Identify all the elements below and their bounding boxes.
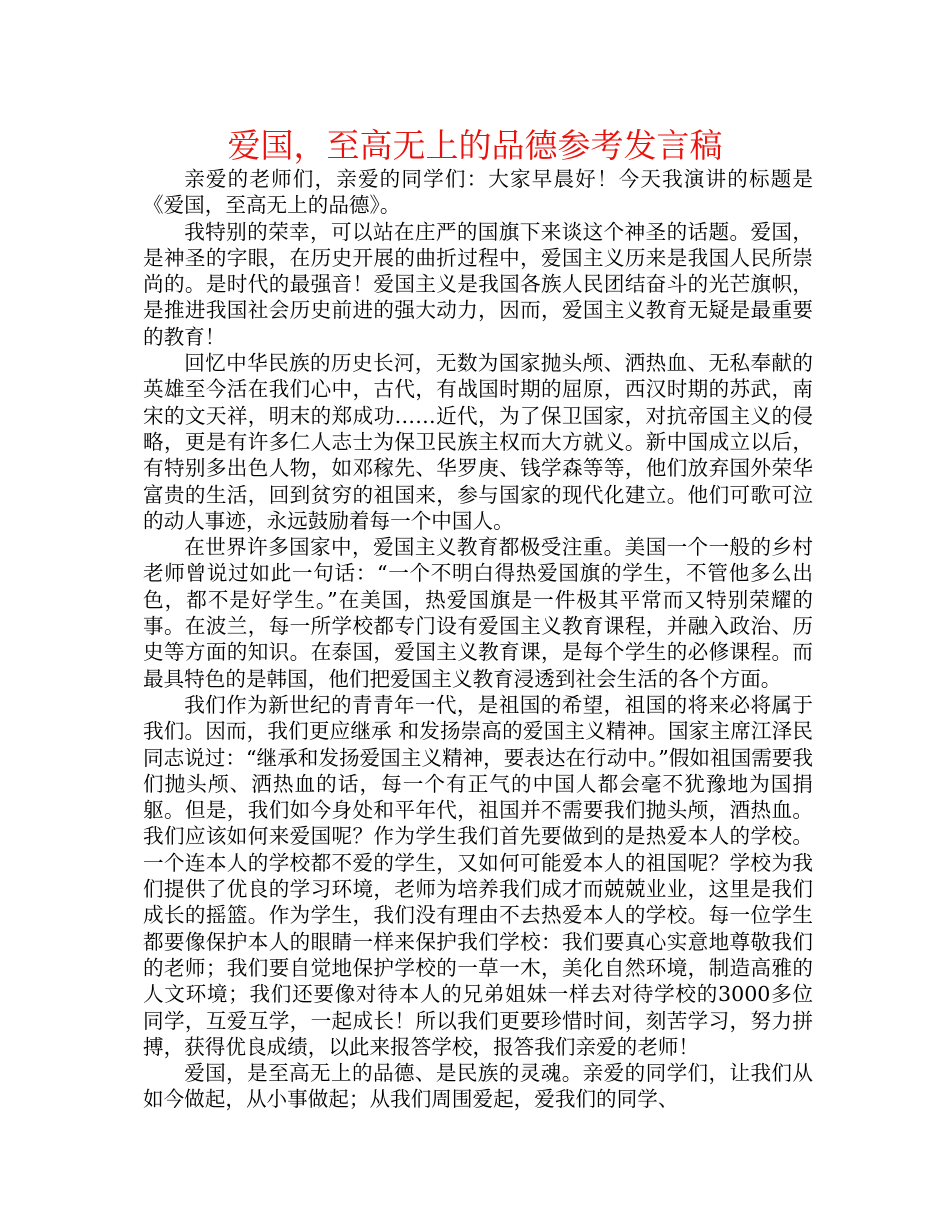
paragraph-closing: 爱国，是至高无上的品德、是民族的灵魂。亲爱的同学们，让我们从如今做起，从小事做起；从我们周围爱起，爱我们的同学、 — [143, 1061, 813, 1112]
paragraph-youth: 我们作为新世纪的青青年一代，是祖国的希望，祖国的将来必将属于我们。因而，我们更应继承 和发扬崇高的爱国主义精神。国家主席江泽民同志说过：“继承和发扬爱国主义精神，要表达在行动中。”假如祖国需要我们抛头颅、洒热血的话，每一个有正气的中国人都会毫不犹豫地为国捐躯。但是，我们如今身处和平年代，祖国并不需要我们抛头颅，酒热血。我们应该如何来爱国呢？作为学生我们首先要做到的是热爱本人的学校。一个连本人的学校都不爱的学生，又如何可能爱本人的祖国呢？学校为我们提供了优良的学习环境，老师为培养我们成才而兢兢业业，这里是我们成长的摇篮。作为学生，我们没有理由不去热爱本人的学校。每一位学生都要像保护本人的眼睛一样来保护我们学校：我们要真心实意地尊敬我们的老师；我们要自觉地保护学校的一草一木，美化自然环境，制造高雅的人文环境；我们还要像对待本人的兄弟姐妹一样去对待学校的3000多位同学，互爱互学，一起成长！所以我们更要珍惜时间，刻苦学习，努力拼搏，获得优良成绩，以此来报答学校，报答我们亲爱的老师！ — [143, 692, 813, 1059]
paragraph-honor: 我特别的荣幸，可以站在庄严的国旗下来谈这个神圣的话题。爱国，是神圣的字眼，在历史开展的曲折过程中，爱国主义历来是我国人民所崇尚的。是时代的最强音！爱国主义是我国各族人民团结奋斗的光芒旗帜，是推进我国社会历史前进的强大动力，因而，爱国主义教育无疑是最重要的教育！ — [143, 219, 813, 349]
document-body — [143, 166, 813, 1113]
paragraph-world: 在世界许多国家中，爱国主义教育都极受注重。美国一个一般的乡村老师曾说过如此一句话：“一个不明白得热爱国旗的学生，不管他多么出色，都不是好学生。”在美国，热爱国旗是一件极其平常而又特别荣耀的事。在波兰，每一所学校都专门设有爱国主义教育课程，并融入政治、历史等方面的知识。在泰国，爱国主义教育课，是每个学生的必修课程。而最具特色的是韩国，他们把爱国主义教育浸透到社会生活的各个方面。 — [143, 535, 813, 691]
paragraph-greeting: 亲爱的老师们，亲爱的同学们：大家早晨好！今天我演讲的标题是《爱国，至高无上的品德》。 — [143, 167, 813, 218]
paragraph-history: 回忆中华民族的历史长河，无数为国家抛头颅、洒热血、无私奉献的英雄至今活在我们心中，古代，有战国时期的屈原，西汉时期的苏武，南宋的文天祥，明末的郑成功……近代，为了保卫国家，对抗帝国主义的侵略，更是有许多仁人志士为保卫民族主权而大方就义。新中国成立以后，有特别多出色人物，如邓稼先、华罗庚、钱学森等等，他们放弃国外荣华富贵的生活，回到贫穷的祖国来，参与国家的现代化建立。他们可歌可泣的动人事迹，永远鼓励着每一个中国人。 — [143, 351, 813, 533]
document-title: 爱国，至高无上的品德参考发言稿 — [227, 126, 723, 165]
